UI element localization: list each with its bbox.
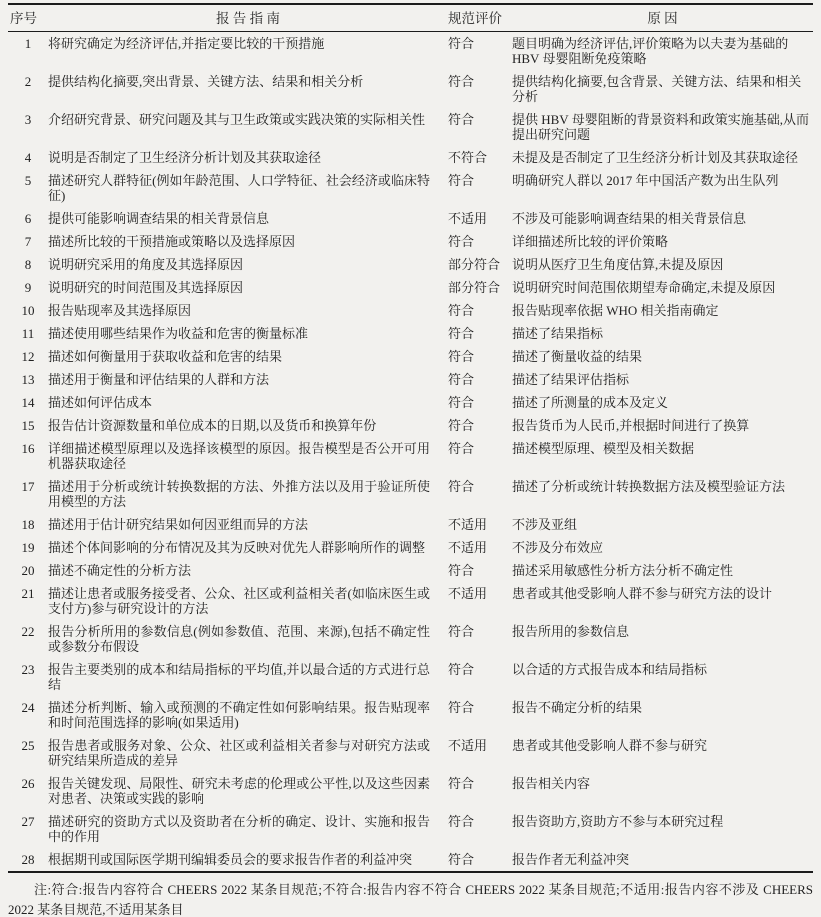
reason-cell: 报告不确定分析的结果: [512, 700, 643, 715]
row-number-cell: 6: [24, 211, 32, 226]
guideline-cell: 描述研究的资助方式以及资助者在分析的确定、设计、实施和报告中的作用: [48, 814, 430, 844]
table-row: [8, 437, 813, 475]
evaluation-cell: 符合: [448, 418, 475, 433]
table-row: [8, 207, 813, 230]
evaluation-cell: 符合: [448, 662, 475, 677]
reason-cell: 报告所用的参数信息: [512, 624, 630, 639]
row-number-cell: 15: [21, 418, 35, 433]
evaluation-cell: 不适用: [448, 586, 488, 601]
reason-cell: 报告贴现率依据 WHO 相关指南确定: [512, 303, 719, 318]
reason-cell: 描述模型原理、模型及相关数据: [512, 441, 695, 456]
table-row: [8, 146, 813, 169]
reason-cell: 不涉及亚组: [512, 517, 578, 532]
reason-cell: 描述采用敏感性分析方法分析不确定性: [512, 563, 734, 578]
reason-cell: 描述了所测量的成本及定义: [512, 395, 669, 410]
guideline-cell: 描述使用哪些结果作为收益和危害的衡量标准: [48, 326, 309, 341]
guideline-cell: 报告分析所用的参数信息(例如参数值、范围、来源),包括不确定性或参数分布假设: [48, 624, 430, 654]
row-number-cell: 13: [21, 372, 35, 387]
table-row: [8, 536, 813, 559]
guideline-cell: 描述不确定性的分析方法: [48, 563, 192, 578]
row-number-cell: 20: [21, 563, 35, 578]
evaluation-cell: 不符合: [448, 150, 488, 165]
guideline-cell: 描述用于估计研究结果如何因亚组而异的方法: [48, 517, 309, 532]
evaluation-cell: 符合: [448, 349, 475, 364]
row-number-cell: 11: [21, 326, 35, 341]
reason-cell: 患者或其他受影响人群不参与研究: [512, 738, 708, 753]
guideline-cell: 详细描述模型原理以及选择该模型的原因。报告模型是否公开可用机器获取途径: [48, 441, 430, 471]
guideline-cell: 描述用于衡量和评估结果的人群和方法: [48, 372, 270, 387]
reason-cell: 详细描述所比较的评价策略: [512, 234, 669, 249]
evaluation-cell: 符合: [448, 372, 475, 387]
reason-cell: 题目明确为经济评估,评价策略为以夫妻为基础的 HBV 母婴阻断免疫策略: [512, 36, 789, 66]
row-number-cell: 28: [8, 848, 48, 872]
table-row: [8, 513, 813, 536]
row-number-cell: 5: [24, 173, 32, 188]
evaluation-cell: 符合: [448, 848, 512, 872]
evaluation-cell: 符合: [448, 36, 475, 51]
guideline-cell: 报告贴现率及其选择原因: [48, 303, 192, 318]
row-number-cell: 2: [24, 74, 32, 89]
evaluation-cell: 符合: [448, 112, 475, 127]
reason-cell: 说明研究时间范围依期望寿命确定,未提及原因: [512, 280, 776, 295]
cheers-checklist-table: [8, 3, 813, 873]
evaluation-cell: 不适用: [448, 738, 488, 753]
table-row: [8, 32, 813, 71]
evaluation-cell: 符合: [448, 479, 475, 494]
table-footnote: 注:符合:报告内容符合 CHEERS 2022 某条目规范;不符合:报告内容不符合 CHEERS 2022 某条目规范;不适用:报告内容不涉及 CHEERS 2022 某条目规范,不适用某条目: [8, 882, 813, 917]
row-number-cell: 3: [24, 112, 32, 127]
row-number-cell: 19: [21, 540, 35, 555]
guideline-cell: 说明研究的时间范围及其选择原因: [48, 280, 244, 295]
row-number-cell: 25: [21, 738, 35, 753]
column-header-guideline: 报 告 指 南: [48, 4, 448, 32]
table-row: [8, 345, 813, 368]
row-number-cell: 17: [21, 479, 35, 494]
evaluation-cell: 不适用: [448, 540, 488, 555]
evaluation-cell: 不适用: [448, 517, 488, 532]
row-number-cell: 8: [24, 257, 32, 272]
guideline-cell: 报告关键发现、局限性、研究未考虑的伦理或公平性,以及这些因素对患者、决策或实践的影响: [48, 776, 430, 806]
table-row: [8, 475, 813, 513]
reason-cell: 不涉及可能影响调查结果的相关背景信息: [512, 211, 747, 226]
reason-cell: 患者或其他受影响人群不参与研究方法的设计: [512, 586, 773, 601]
table-row: [8, 299, 813, 322]
row-number-cell: 12: [21, 349, 35, 364]
reason-cell: 不涉及分布效应: [512, 540, 604, 555]
guideline-cell: 报告估计资源数量和单位成本的日期,以及货币和换算年份: [48, 418, 377, 433]
guideline-cell: 介绍研究背景、研究问题及其与卫生政策或实践决策的实际相关性: [48, 112, 426, 127]
evaluation-cell: 部分符合: [448, 257, 501, 272]
table-row: [8, 253, 813, 276]
guideline-cell: 描述让患者或服务接受者、公众、社区或利益相关者(如临床医生或支付方)参与研究设计的方法: [48, 586, 430, 616]
guideline-cell: 提供结构化摘要,突出背景、关键方法、结果和相关分析: [48, 74, 364, 89]
guideline-cell: 说明是否制定了卫生经济分析计划及其获取途径: [48, 150, 322, 165]
evaluation-cell: 部分符合: [448, 280, 501, 295]
table-row: [8, 414, 813, 437]
guideline-cell: 将研究确定为经济评估,并指定要比较的干预措施: [48, 36, 325, 51]
evaluation-cell: 符合: [448, 776, 475, 791]
column-header-number: 序号: [8, 4, 48, 32]
row-number-cell: 4: [24, 150, 32, 165]
reason-cell: 以合适的方式报告成本和结局指标: [512, 662, 708, 677]
table-row: [8, 322, 813, 345]
evaluation-cell: 符合: [448, 395, 475, 410]
row-number-cell: 22: [21, 624, 35, 639]
reason-cell: 提供结构化摘要,包含背景、关键方法、结果和相关分析: [512, 74, 802, 104]
evaluation-cell: 符合: [448, 326, 475, 341]
evaluation-cell: 符合: [448, 234, 475, 249]
row-number-cell: 16: [21, 441, 35, 456]
reason-cell: 报告货币为人民币,并根据时间进行了换算: [512, 418, 750, 433]
guideline-cell: 根据期刊或国际医学期刊编辑委员会的要求报告作者的利益冲突: [48, 848, 448, 872]
table-row: [8, 276, 813, 299]
reason-cell: 描述了结果评估指标: [512, 372, 630, 387]
row-number-cell: 10: [21, 303, 35, 318]
reason-cell: 描述了结果指标: [512, 326, 604, 341]
evaluation-cell: 符合: [448, 700, 475, 715]
evaluation-cell: 符合: [448, 74, 475, 89]
guideline-cell: 描述所比较的干预措施或策略以及选择原因: [48, 234, 296, 249]
row-number-cell: 18: [21, 517, 35, 532]
reason-cell: 明确研究人群以 2017 年中国活产数为出生队列: [512, 173, 779, 188]
table-row: [8, 169, 813, 207]
table-row: [8, 582, 813, 620]
guideline-cell: 描述研究人群特征(例如年龄范围、人口学特征、社会经济或临床特征): [48, 173, 430, 203]
reason-cell: 报告作者无利益冲突: [512, 848, 813, 872]
guideline-cell: 描述分析判断、输入或预测的不确定性如何影响结果。报告贴现率和时间范围选择的影响(如果适用): [48, 700, 430, 730]
table-row: [8, 810, 813, 848]
reason-cell: 描述了衡量收益的结果: [512, 349, 643, 364]
table-row: [8, 658, 813, 696]
evaluation-cell: 不适用: [448, 211, 488, 226]
table-row: [8, 696, 813, 734]
reason-cell: 报告资助方,资助方不参与本研究过程: [512, 814, 724, 829]
evaluation-cell: 符合: [448, 303, 475, 318]
evaluation-cell: 符合: [448, 563, 475, 578]
guideline-cell: 描述如何衡量用于获取收益和危害的结果: [48, 349, 283, 364]
table-header-row: [8, 4, 813, 32]
guideline-cell: 说明研究采用的角度及其选择原因: [48, 257, 244, 272]
table-row: [8, 620, 813, 658]
reason-cell: 描述了分析或统计转换数据方法及模型验证方法: [512, 479, 786, 494]
table-row: [8, 108, 813, 146]
guideline-cell: 描述如何评估成本: [48, 395, 153, 410]
row-number-cell: 14: [21, 395, 35, 410]
guideline-cell: 描述个体间影响的分布情况及其为反映对优先人群影响所作的调整: [48, 540, 426, 555]
guideline-cell: 描述用于分析或统计转换数据的方法、外推方法以及用于验证所使用模型的方法: [48, 479, 430, 509]
evaluation-cell: 符合: [448, 173, 475, 188]
row-number-cell: 23: [21, 662, 35, 677]
table-row: [8, 368, 813, 391]
row-number-cell: 26: [21, 776, 35, 791]
table-row: [8, 391, 813, 414]
table-row: [8, 70, 813, 108]
reason-cell: 说明从医疗卫生角度估算,未提及原因: [512, 257, 724, 272]
row-number-cell: 7: [24, 234, 32, 249]
row-number-cell: 1: [24, 36, 32, 51]
table-body: [8, 32, 813, 873]
row-number-cell: 24: [21, 700, 35, 715]
guideline-cell: 报告患者或服务对象、公众、社区或利益相关者参与对研究方法或研究结果所造成的差异: [48, 738, 430, 768]
reason-cell: 提供 HBV 母婴阻断的背景资料和政策实施基础,从而提出研究问题: [512, 112, 809, 142]
table-row: [8, 230, 813, 253]
guideline-cell: 报告主要类别的成本和结局指标的平均值,并以最合适的方式进行总结: [48, 662, 430, 692]
table-row: [8, 848, 813, 872]
column-header-evaluation: 规范评价: [448, 4, 512, 32]
column-header-reason: 原 因: [512, 4, 813, 32]
row-number-cell: 9: [24, 280, 32, 295]
table-row: [8, 734, 813, 772]
reason-cell: 报告相关内容: [512, 776, 591, 791]
evaluation-cell: 符合: [448, 441, 475, 456]
evaluation-cell: 符合: [448, 624, 475, 639]
row-number-cell: 21: [21, 586, 35, 601]
row-number-cell: 27: [21, 814, 35, 829]
table-row: [8, 559, 813, 582]
guideline-cell: 提供可能影响调查结果的相关背景信息: [48, 211, 270, 226]
table-row: [8, 772, 813, 810]
evaluation-cell: 符合: [448, 814, 475, 829]
reason-cell: 未提及是否制定了卫生经济分析计划及其获取途径: [512, 150, 799, 165]
